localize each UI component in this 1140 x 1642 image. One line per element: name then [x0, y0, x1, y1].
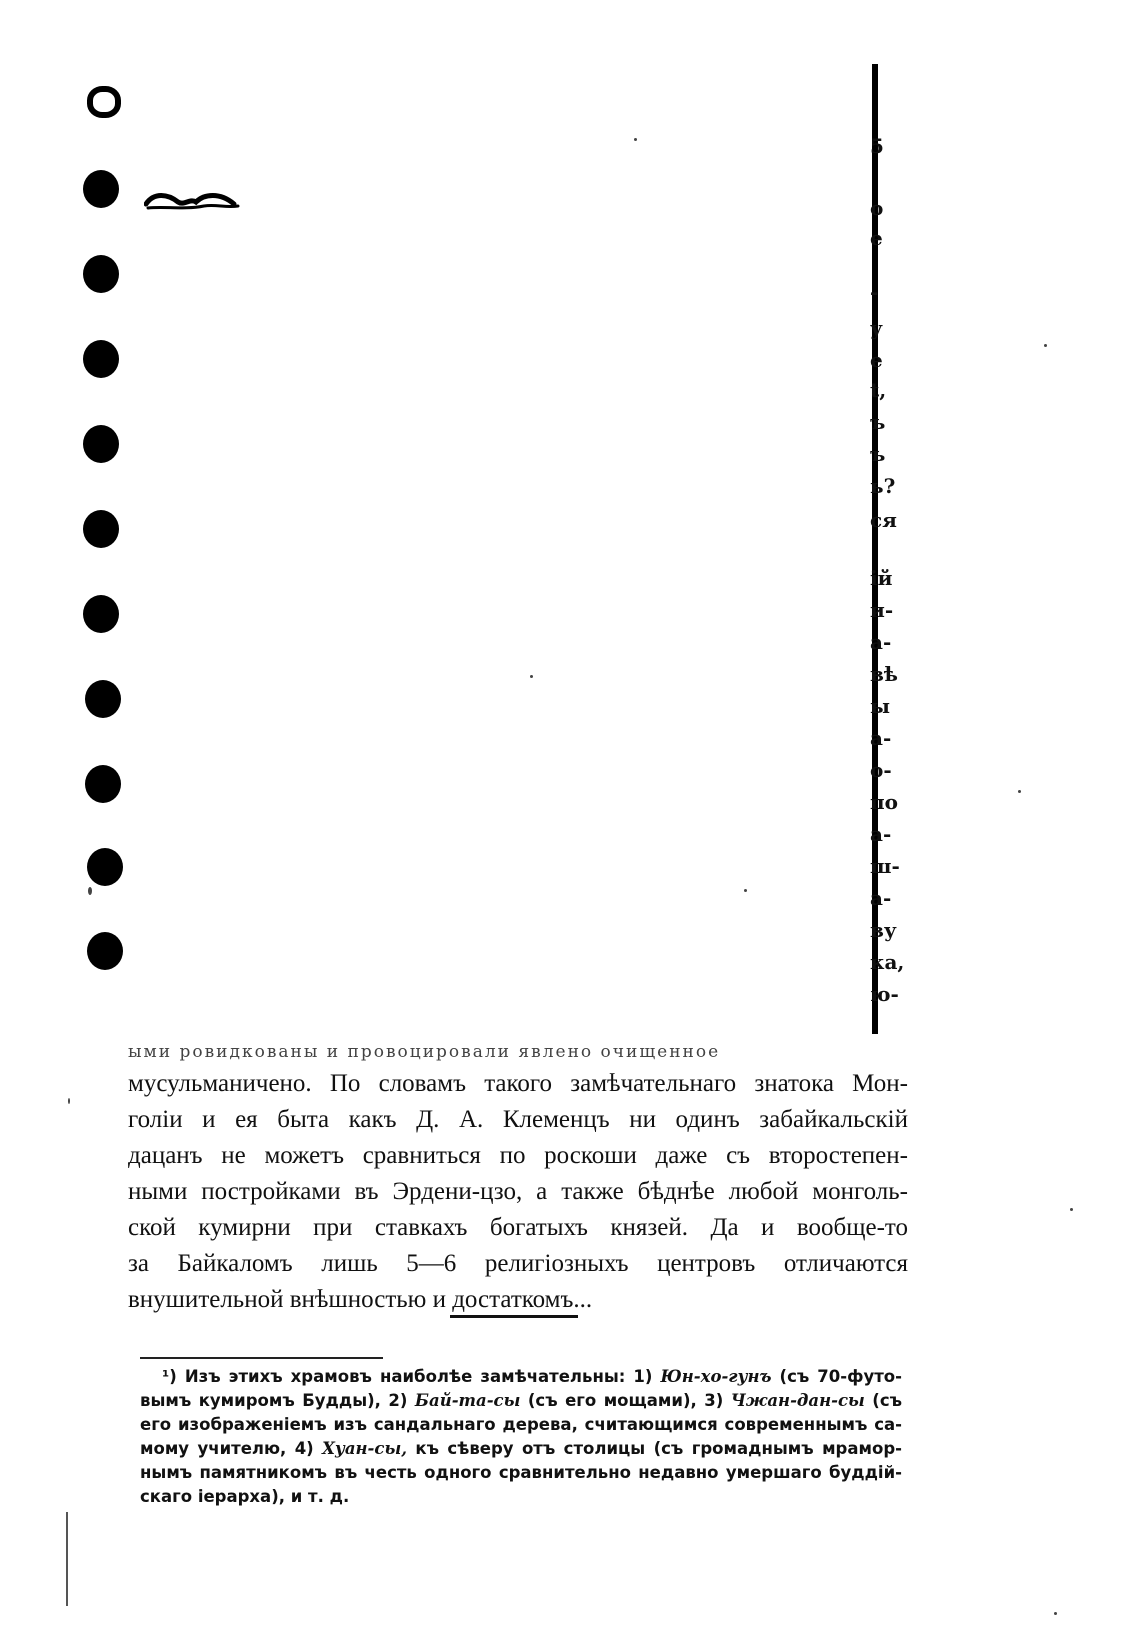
- footnote-text: (съ его мощами), 3): [527, 1391, 724, 1410]
- edge-fragment: ю-: [870, 982, 899, 1006]
- edge-fragment: е: [870, 226, 883, 250]
- edge-fragment: у: [870, 316, 883, 340]
- edge-fragment: о: [870, 196, 884, 220]
- footnote-line: его изображеніемъ изъ сандальнаго дерева, считающимся современнымъ са-: [140, 1415, 902, 1434]
- speck: [634, 138, 637, 141]
- edge-fragment: ву: [870, 918, 897, 942]
- scribble-mark: [144, 190, 240, 212]
- footnote-line: [140, 1437, 902, 1461]
- section-divider: [450, 1315, 578, 1318]
- garbled-line: ыми ровидкованы и провоцировали явлено очищенное: [128, 1046, 721, 1062]
- edge-fragment: а-: [870, 630, 892, 654]
- edge-fragment: ы: [870, 694, 891, 718]
- footnote-line: нымъ памятникомъ въ честь одного сравнительно недавно умершаго буддій-: [140, 1463, 902, 1482]
- punch-hole: [83, 255, 119, 293]
- body-line: голіи и ея быта какъ Д. А. Клеменцъ ни одинъ забайкальскій: [128, 1106, 908, 1133]
- temple-name: Хуан-сы,: [322, 1439, 407, 1458]
- footnote-text: къ сѣверу отъ столицы (съ громаднымъ мрамор-: [415, 1439, 902, 1458]
- footnote-line: скаго іерарха), и т. д.: [140, 1487, 350, 1506]
- footnote-text: мому учителю, 4): [140, 1439, 314, 1458]
- footnote-text: (съ: [872, 1391, 903, 1410]
- edge-fragment: ся: [870, 508, 897, 532]
- edge-fragment: а-: [870, 822, 892, 846]
- speck: [744, 889, 747, 892]
- footnote-line: [140, 1389, 902, 1413]
- body-line: за Байкаломъ лишь 5—6 религіозныхъ центровъ отличаются: [128, 1250, 908, 1277]
- punch-hole: [87, 86, 121, 118]
- speck: [1018, 790, 1021, 793]
- speck: [1054, 1612, 1057, 1615]
- speck: [1044, 344, 1047, 347]
- footnote-line: [140, 1365, 902, 1389]
- edge-fragment: а-: [870, 726, 892, 750]
- body-line: дацанъ не можетъ сравниться по роскоши даже съ второстепен-: [128, 1142, 908, 1169]
- footnote-separator: [140, 1357, 383, 1359]
- speck: [1070, 1208, 1073, 1211]
- edge-fragment: е: [870, 348, 883, 372]
- punch-hole: [83, 595, 119, 633]
- footnote: [140, 1365, 902, 1509]
- punch-hole: [85, 680, 121, 718]
- speck: [530, 675, 533, 678]
- body-line: ными постройками въ Эрдени-цзо, а также бѣднѣе любой монголь-: [128, 1178, 908, 1205]
- body-paragraph: [128, 1066, 908, 1318]
- speck: [88, 887, 92, 895]
- footnote-text: вымъ кумиромъ Будды), 2): [140, 1391, 408, 1410]
- body-line: ской кумирни при ставкахъ богатыхъ князей. Да и вообще-то: [128, 1214, 908, 1241]
- punch-hole: [83, 510, 119, 548]
- temple-name: Бай-та-сы: [414, 1391, 521, 1410]
- edge-fragment: ъ: [870, 442, 886, 466]
- punch-hole: [83, 170, 119, 208]
- body-line: внушительной внѣшностью и достаткомъ...: [128, 1286, 593, 1313]
- speck: [68, 1098, 70, 1104]
- edge-fragment: вѣ: [870, 662, 898, 686]
- punch-hole: [85, 765, 121, 803]
- edge-fragment: ій: [870, 566, 893, 590]
- edge-fragment: по: [870, 790, 898, 814]
- punch-hole: [87, 848, 123, 886]
- footnote-text: (съ 70-футо-: [779, 1367, 902, 1386]
- footnote-marker: ¹): [162, 1367, 177, 1386]
- edge-fragment: ъ: [870, 410, 886, 434]
- edge-fragment: а-: [870, 886, 892, 910]
- edge-fragment: и-: [870, 598, 894, 622]
- edge-fragment: о-: [870, 758, 892, 782]
- edge-fragment: -: [870, 280, 879, 304]
- punch-hole: [83, 340, 119, 378]
- body-line: мусульманичено. По словамъ такого замѣчательнаго знатока Мон-: [128, 1070, 908, 1097]
- edge-fragment: 5: [870, 134, 884, 158]
- temple-name: Чжан-дан-сы: [730, 1391, 865, 1410]
- edge-fragment: ка,: [870, 950, 905, 974]
- edge-fragment: ш-: [870, 854, 900, 878]
- temple-name: Юн-хо-гунъ: [660, 1367, 772, 1386]
- margin-mark: [66, 1512, 68, 1606]
- footnote-text: Изъ этихъ храмовъ наиболѣе замѣчательны: 1): [184, 1367, 653, 1386]
- edge-fragment: ь?: [870, 474, 896, 498]
- punch-hole: [87, 932, 123, 970]
- edge-fragment: t,: [870, 378, 887, 402]
- punch-hole: [83, 425, 119, 463]
